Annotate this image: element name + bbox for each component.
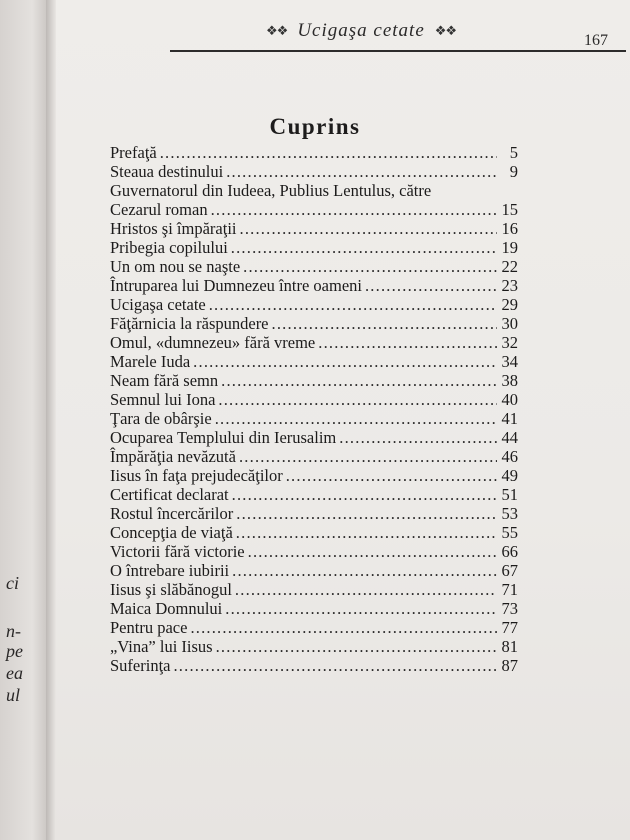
toc-entry-title: Pribegia copilului bbox=[110, 238, 228, 257]
toc-entry bbox=[110, 295, 518, 314]
toc-entry-title: „Vina” lui Iisus bbox=[110, 637, 213, 656]
dot-leader bbox=[243, 257, 497, 276]
dot-leader bbox=[240, 219, 498, 238]
toc-entry-page: 41 bbox=[501, 409, 518, 428]
toc-entry bbox=[110, 618, 518, 637]
dot-leader bbox=[225, 599, 497, 618]
toc-entry-page: 53 bbox=[501, 504, 518, 523]
dot-leader bbox=[286, 466, 497, 485]
toc-entry-title: Ocuparea Templului din Ierusalim bbox=[110, 428, 337, 447]
toc-entry-title: Iisus în faţa prejudecăţilor bbox=[110, 466, 283, 485]
toc-entry bbox=[110, 143, 518, 162]
running-head bbox=[266, 20, 456, 42]
toc-entry-page: 67 bbox=[501, 561, 518, 580]
toc-entry-title: Ţara de obârşie bbox=[110, 409, 212, 428]
dot-leader bbox=[216, 637, 497, 656]
toc-entry bbox=[110, 523, 518, 542]
toc-entry-title: Neam fără semn bbox=[110, 371, 219, 390]
dot-leader bbox=[236, 504, 497, 523]
toc-entry-page: 5 bbox=[509, 143, 518, 162]
toc-entry-page: 51 bbox=[501, 485, 518, 504]
dot-leader bbox=[221, 371, 497, 390]
dot-leader bbox=[232, 485, 497, 504]
toc-entry bbox=[110, 504, 518, 523]
toc-entry bbox=[110, 656, 518, 675]
toc-entry-page: 9 bbox=[509, 162, 518, 181]
dot-leader bbox=[318, 333, 497, 352]
toc-entry-title: Omul, «dumnezeu» fără vreme bbox=[110, 333, 316, 352]
dot-leader bbox=[173, 656, 497, 675]
toc-entry-page: 40 bbox=[501, 390, 518, 409]
toc-entry-page: 16 bbox=[501, 219, 518, 238]
toc-title: Cuprins bbox=[269, 114, 361, 139]
toc-entry-page: 32 bbox=[501, 333, 518, 352]
dot-leader bbox=[226, 162, 497, 181]
dot-leader bbox=[209, 295, 497, 314]
toc-entry-title: Suferinţa bbox=[110, 656, 171, 675]
toc-entry bbox=[110, 276, 518, 295]
dot-leader bbox=[239, 447, 497, 466]
ornament-left-icon: ❖❖ bbox=[266, 23, 288, 38]
toc-entry bbox=[110, 352, 518, 371]
toc-entry bbox=[110, 409, 518, 428]
toc-entry-title: Rostul încercărilor bbox=[110, 504, 234, 523]
left-page-fragment: ul bbox=[6, 685, 21, 705]
toc-entry-title: Guvernatorul din Iudeea, Publius Lentulus, către bbox=[110, 181, 432, 200]
toc-entry-page: 77 bbox=[501, 618, 518, 637]
left-page-fragment: ea bbox=[6, 663, 23, 683]
toc-entry-title: Steaua destinului bbox=[110, 162, 224, 181]
toc-entry-page: 81 bbox=[501, 637, 518, 656]
toc-entry-page: 87 bbox=[501, 656, 518, 675]
toc-entry-page: 46 bbox=[501, 447, 518, 466]
dot-leader bbox=[211, 200, 497, 219]
toc-entry-title: Pentru pace bbox=[110, 618, 188, 637]
toc-entry bbox=[110, 599, 518, 618]
toc-entry bbox=[110, 637, 518, 656]
toc-entry-title: Certificat declarat bbox=[110, 485, 229, 504]
toc-entry-page: 66 bbox=[501, 542, 518, 561]
header-rule bbox=[170, 50, 626, 52]
toc-entry bbox=[110, 162, 518, 181]
left-page-fragment: n- bbox=[6, 621, 21, 641]
toc-entry-title: Un om nou se naşte bbox=[110, 257, 241, 276]
toc-entry bbox=[110, 181, 518, 219]
dot-leader bbox=[248, 542, 497, 561]
toc-entry-title: Concepţia de viaţă bbox=[110, 523, 233, 542]
toc-entry-title: Victorii fără victorie bbox=[110, 542, 245, 561]
dot-leader bbox=[232, 561, 497, 580]
toc-entry-page: 71 bbox=[501, 580, 518, 599]
toc-entry-page: 44 bbox=[501, 428, 518, 447]
toc-entry bbox=[110, 371, 518, 390]
toc-entry bbox=[110, 580, 518, 599]
dot-leader bbox=[160, 143, 497, 162]
toc-entry-page: 23 bbox=[501, 276, 518, 295]
toc-entry-page: 38 bbox=[501, 371, 518, 390]
page-number: 167 bbox=[584, 32, 608, 49]
toc-entry bbox=[110, 447, 518, 466]
dot-leader bbox=[339, 428, 497, 447]
toc-entry bbox=[110, 485, 518, 504]
toc-entry bbox=[110, 542, 518, 561]
running-title: Ucigaşa cetate bbox=[297, 20, 425, 41]
dot-leader bbox=[218, 390, 497, 409]
toc-entry-title: Ucigaşa cetate bbox=[110, 295, 206, 314]
toc-entry-title: Iisus şi slăbănogul bbox=[110, 580, 232, 599]
toc-entry-title: Întruparea lui Dumnezeu între oameni bbox=[110, 276, 362, 295]
ornament-right-icon: ❖❖ bbox=[434, 23, 457, 38]
toc-entry bbox=[110, 390, 518, 409]
toc-entry bbox=[110, 333, 518, 352]
toc-entry bbox=[110, 466, 518, 485]
toc-entry-title: Marele Iuda bbox=[110, 352, 191, 371]
toc-entry-page: 29 bbox=[501, 295, 518, 314]
left-page-fragment: ci bbox=[6, 573, 19, 593]
toc-entry-page: 73 bbox=[501, 599, 518, 618]
toc-entry-page: 22 bbox=[501, 257, 518, 276]
toc-entry bbox=[110, 314, 518, 333]
toc-entry-title: Semnul lui Iona bbox=[110, 390, 216, 409]
dot-leader bbox=[272, 314, 497, 333]
toc-entry bbox=[110, 219, 518, 238]
left-page-fragment: pe bbox=[6, 641, 23, 661]
dot-leader bbox=[190, 618, 497, 637]
table-of-contents bbox=[110, 143, 518, 675]
dot-leader bbox=[231, 238, 497, 257]
toc-entry-title-continued: Cezarul roman bbox=[110, 200, 208, 219]
toc-entry-page: 15 bbox=[501, 200, 518, 219]
dot-leader bbox=[236, 523, 497, 542]
toc-entry bbox=[110, 238, 518, 257]
dot-leader bbox=[193, 352, 497, 371]
dot-leader bbox=[235, 580, 497, 599]
dot-leader bbox=[365, 276, 497, 295]
toc-entry-title: Prefaţă bbox=[110, 143, 157, 162]
dot-leader bbox=[215, 409, 497, 428]
toc-entry-title: Maica Domnului bbox=[110, 599, 223, 618]
toc-entry-title: O întrebare iubirii bbox=[110, 561, 230, 580]
toc-entry-title: Împărăţia nevăzută bbox=[110, 447, 236, 466]
toc-entry bbox=[110, 257, 518, 276]
toc-entry-title: Hristos şi împăraţii bbox=[110, 219, 237, 238]
toc-entry-page: 34 bbox=[501, 352, 518, 371]
toc-entry bbox=[110, 561, 518, 580]
toc-entry bbox=[110, 428, 518, 447]
toc-entry-page: 55 bbox=[501, 523, 518, 542]
toc-entry-title: Făţărnicia la răspundere bbox=[110, 314, 269, 333]
toc-entry-page: 49 bbox=[501, 466, 518, 485]
toc-entry-page: 19 bbox=[501, 238, 518, 257]
toc-entry-page: 30 bbox=[501, 314, 518, 333]
